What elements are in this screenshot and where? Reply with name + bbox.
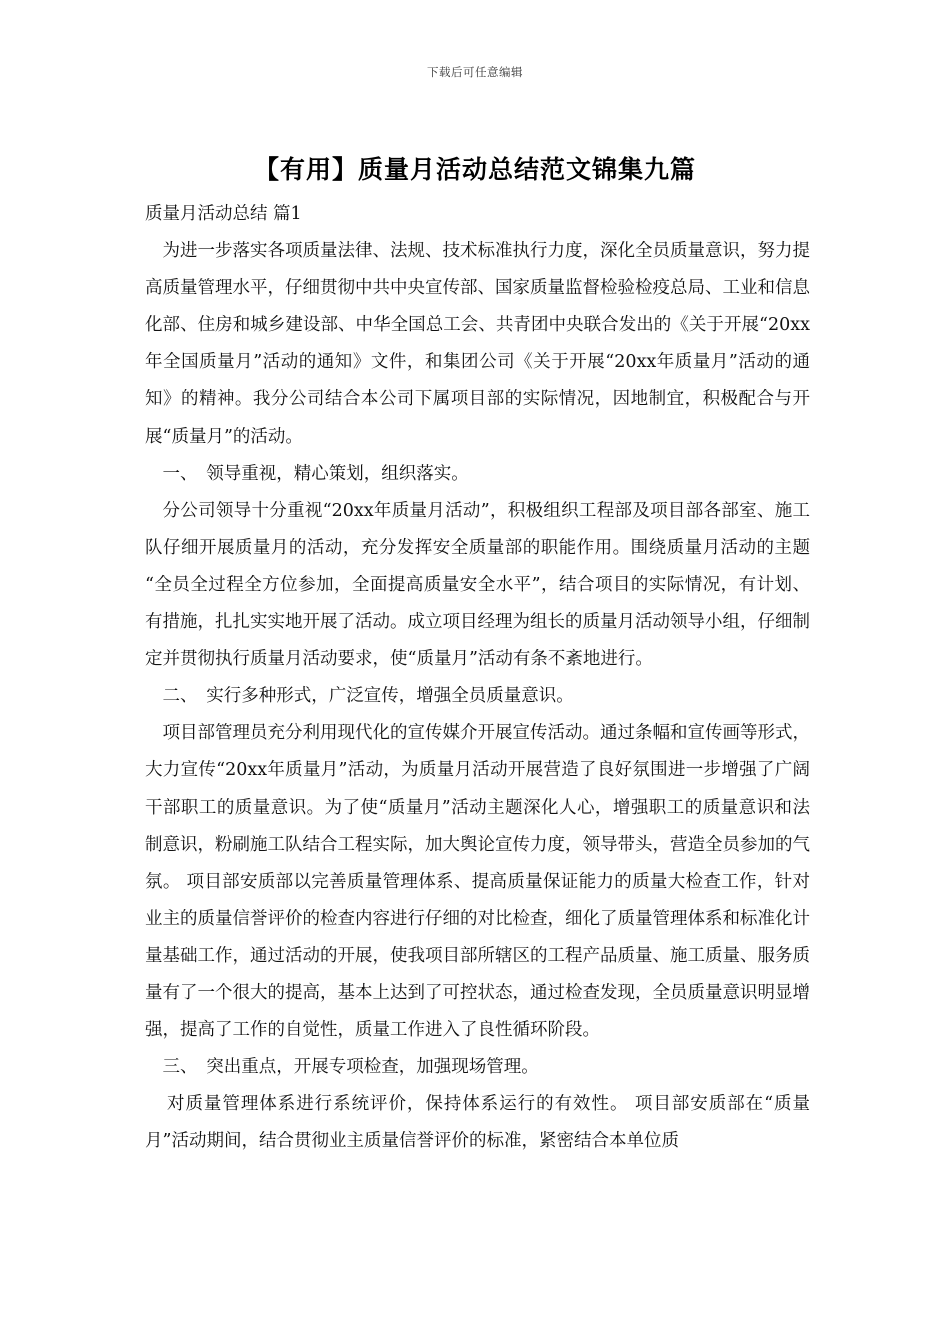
document-title: 【有用】质量月活动总结范文锦集九篇 bbox=[253, 155, 696, 184]
section-subtitle: 质量月活动总结 篇1 bbox=[145, 204, 302, 224]
section-heading: 一、 领导重视，精心策划，组织落实。 bbox=[162, 463, 469, 484]
document-body bbox=[145, 196, 810, 1160]
section-heading: 二、 实行多种形式，广泛宣传，增强全员质量意识。 bbox=[162, 686, 574, 707]
header-note: 下载后可任意编辑 bbox=[427, 65, 523, 79]
section-heading: 三、 突出重点，开展专项检查，加强现场管理。 bbox=[162, 1057, 539, 1078]
paragraph: 对质量管理体系进行系统评价，保持体系运行的有效性。 项目部安质部在“质量月”活动期间，结合贯彻业主质量信誉评价的标准，紧密结合本单位质 bbox=[145, 1094, 810, 1152]
paragraph: 项目部管理员充分利用现代化的宣传媒介开展宣传活动。通过条幅和宣传画等形式，大力宣传“20xx年质量月”活动，为质量月活动开展营造了良好氛围进一步增强了广阔干部职工的质量意识。为了使“质量月”活动主题深化人心，增强职工的质量意识和法制意识，粉刷施工队结合工程实际，加大舆论宣传力度，领导带头，营造全员参加的气氛。 项目部安质部以完善质量管理体系、提高质量保证能力的质量大检查工作，针对业主的质量信誉评价的检查内容进行仔细的对比检查，细化了质量管理体系和标准化计量基础工作，通过活动的开展，使我项目部所辖区的工程产品质量、施工质量、服务质量有了一个很大的提高，基本上达到了可控状态，通过检查发现，全员质量意识明显增强，提高了工作的自觉性，质量工作进入了良性循环阶段。 bbox=[145, 723, 810, 1041]
paragraph: 分公司领导十分重视“20xx年质量月活动”，积极组织工程部及项目部各部室、施工队仔细开展质量月的活动，充分发挥安全质量部的职能作用。围绕质量月活动的主题 “全员全过程全方位参加，全面提高质量安全水平”，结合项目的实际情况，有计划、有措施，扎扎实实地开展了活动。成立项目经理为组长的质量月活动领导小组，仔细制定并贯彻执行质量月活动要求，使“质量月”活动有条不紊地进行。 bbox=[145, 500, 810, 670]
paragraph: 为进一步落实各项质量法律、法规、技术标准执行力度，深化全员质量意识，努力提高质量管理水平，仔细贯彻中共中央宣传部、国家质量监督检验检疫总局、工业和信息化部、住房和城乡建设部、中华全国总工会、共青团中央联合发出的《关于开展“20xx年全国质量月”活动的通知》文件，和集团公司《关于开展“20xx年质量月”活动的通知》的精神。我分公司结合本公司下属项目部的实际情况，因地制宜，积极配合与开展“质量月”的活动。 bbox=[145, 241, 810, 447]
